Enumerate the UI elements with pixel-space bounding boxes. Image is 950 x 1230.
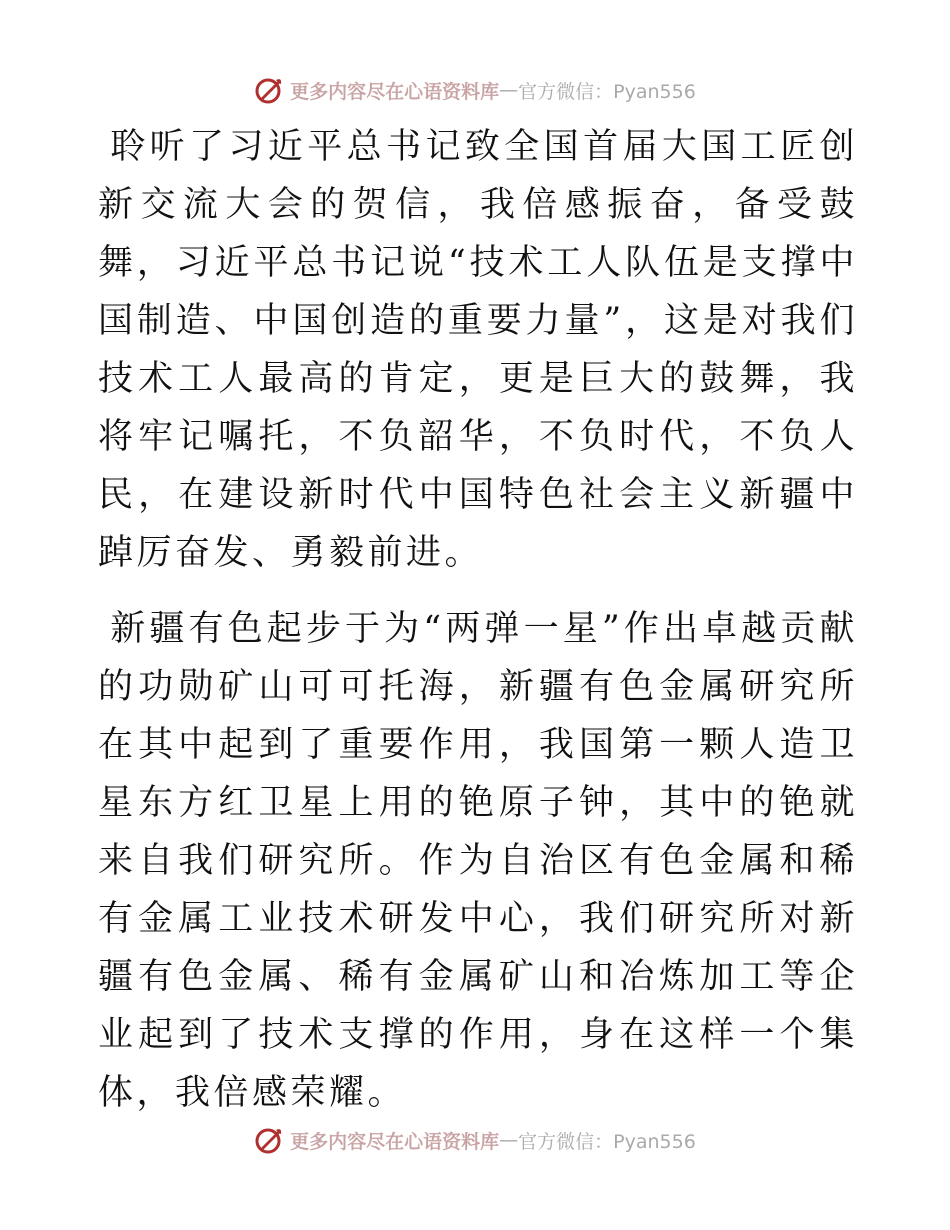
footer-watermark (0, 1120, 950, 1160)
watermark-main-text: 更多内容尽在心语资料库 (290, 1130, 500, 1153)
paragraph-2: 新疆有色起步于为“两弹一星”作出卓越贡献的功勋矿山可可托海，新疆有色金属研究所在其中起到了重要作用，我国第一颗人造卫星东方红卫星上用的铯原子钟，其中的铯就来自我们研究所。作为自治区有色金属和稀有金属工业技术研发中心，我们研究所对新疆有色金属、稀有金属矿山和冶炼加工等企业起到了技术支撑的作用，身在这样一个集体，我倍感荣耀。 (98, 609, 858, 1113)
watermark-main-text: 更多内容尽在心语资料库 (290, 80, 500, 103)
document-body (98, 118, 858, 1140)
watermark-dash: — (499, 79, 519, 101)
quill-pen-circle-icon (254, 1125, 284, 1155)
watermark-suffix-text: 官方微信：Pyan556 (518, 80, 696, 103)
watermark-dash: — (499, 1129, 519, 1151)
paragraph-1: 聆听了习近平总书记致全国首届大国工匠创新交流大会的贺信，我倍感振奋，备受鼓舞，习近平总书记说“技术工人队伍是支撑中国制造、中国创造的重要力量”，这是对我们技术工人最高的肯定，更是巨大的鼓舞，我将牢记嘱托，不负韶华，不负时代，不负人民，在建设新时代中国特色社会主义新疆中踔厉奋发、勇毅前进。 (98, 127, 858, 573)
watermark-suffix-text: 官方微信：Pyan556 (518, 1130, 696, 1153)
header-watermark (0, 70, 950, 110)
quill-pen-circle-icon (254, 75, 284, 105)
